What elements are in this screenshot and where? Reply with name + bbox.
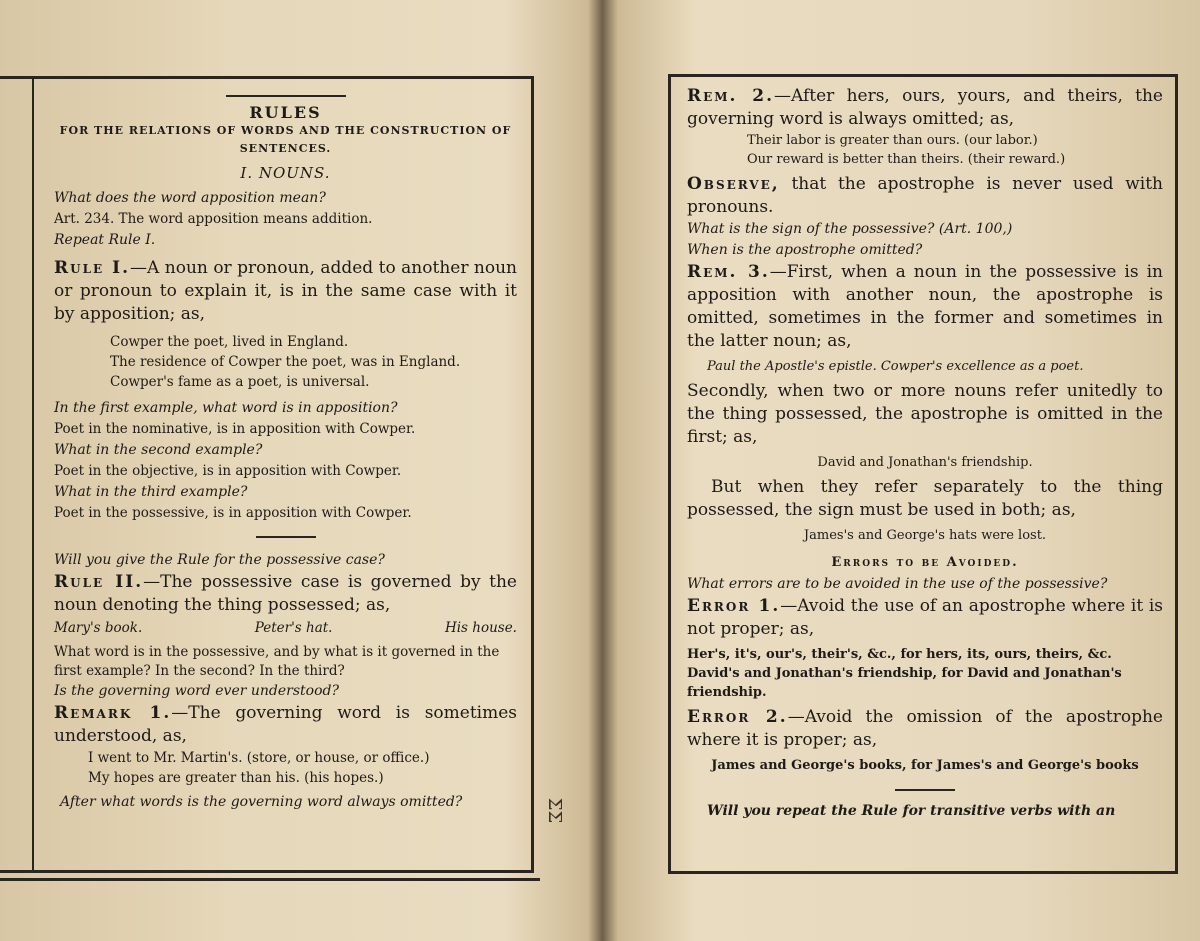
left-page [0, 76, 534, 873]
secondly-paragraph: Secondly, when two or more nouns refer unitedly to the thing possessed, the apostrophe is omitted in the first; as, [687, 381, 1163, 447]
example-item: His house. [444, 620, 517, 636]
question: What is the sign of the possessive? (Art. 100,) [687, 221, 1013, 237]
remark-3-heading: Rem. 3. [687, 262, 770, 282]
error-2-text: —Avoid the omission of the apostrophe where it is proper; as, [687, 707, 1163, 750]
remark-3-text: —First, when a noun in the possessive is in apposition with another noun, the apostrophe is omitted, sometimes in the former and sometimes in the latter noun; as, [687, 262, 1163, 351]
question: Is the governing word ever understood? [54, 683, 339, 699]
example-item: Mary's book. [54, 620, 143, 636]
question: When is the apostrophe omitted? [687, 242, 923, 258]
rule-1-heading: Rule I. [54, 258, 131, 278]
rule-2-text: —The possessive case is governed by the noun denoting the thing possessed; as, [54, 572, 517, 615]
remark-3 [687, 261, 1163, 353]
left-page-edge [0, 878, 540, 881]
qa-line: Poet in the objective, is in apposition with Cowper. [54, 463, 402, 479]
example-line: David and Jonathan's friendship. [817, 455, 1033, 470]
example-row [54, 617, 517, 639]
rule-1-text: —A noun or pronoun, added to another noun or pronoun to explain it, is in the same case with it by apposition; as, [54, 258, 517, 324]
example-line: Cowper the poet, lived in England. [110, 334, 349, 350]
observe-text: that the apostrophe is never used with pronouns. [687, 174, 1163, 217]
question: Will you give the Rule for the possessive case? [54, 552, 385, 568]
qa-line: What in the second example? [54, 442, 263, 458]
rule-2 [54, 571, 517, 617]
example-group [54, 332, 517, 392]
error-1 [687, 595, 1163, 641]
rule-2-heading: Rule II. [54, 572, 144, 592]
remark-2-text: —After hers, ours, yours, and theirs, the governing word is always omitted; as, [687, 86, 1163, 129]
example-line: My hopes are greater than his. (his hopes.) [88, 770, 384, 786]
example-line: Cowper's fame as a poet, is universal. [110, 374, 370, 390]
remark-2-heading: Rem. 2. [687, 86, 775, 106]
question: Will you repeat the Rule for transitive verbs with an [707, 803, 1116, 819]
question: After what words is the governing word always omitted? [60, 794, 463, 810]
section-heading: I. NOUNS. [240, 164, 331, 182]
question: What does the word apposition mean? [54, 190, 326, 206]
remark-1-text: —The governing word is sometimes understood, as, [54, 703, 518, 746]
but-paragraph: But when they refer separately to the thing possessed, the sign must be used in both; as, [687, 477, 1163, 520]
article-text: Art. 234. The word apposition means addition. [54, 211, 373, 227]
section-divider [256, 536, 316, 538]
remark-2 [687, 85, 1163, 131]
question: Repeat Rule I. [54, 232, 156, 248]
error-2-heading: Error 2. [687, 707, 788, 727]
qa-line: In the first example, what word is in apposition? [54, 400, 398, 416]
example-line: James and George's books, for James's and George's books [711, 758, 1139, 773]
example-line: Our reward is better than theirs. (their reward.) [747, 152, 1066, 167]
example-line: The residence of Cowper the poet, was in England. [110, 354, 461, 370]
example-line: Paul the Apostle's epistle. Cowper's excellence as a poet. [707, 359, 1084, 374]
error-1-heading: Error 1. [687, 596, 781, 616]
observe-heading: Observe, [687, 174, 780, 194]
page-title: RULES [249, 103, 322, 122]
qa-line: What in the third example? [54, 484, 248, 500]
left-page-body [32, 79, 531, 870]
errors-title: Errors to be Avoided. [831, 555, 1019, 570]
error-1-text: —Avoid the use of an apostrophe where it is not proper; as, [687, 596, 1164, 639]
page-subtitle: FOR THE RELATIONS OF WORDS AND THE CONSTRUCTION OF SENTENCES. [59, 124, 512, 155]
example-item: Peter's hat. [254, 620, 333, 636]
margin-annotation: ΣΣ [544, 797, 566, 824]
right-page [668, 74, 1178, 874]
rule-1 [54, 257, 517, 326]
top-divider [226, 95, 346, 97]
example-line: Their labor is greater than ours. (our labor.) [747, 133, 1038, 148]
remark-1 [54, 702, 517, 748]
qa-line: Poet in the nominative, is in apposition with Cowper. [54, 421, 416, 437]
question: What word is in the possessive, and by what is it governed in the first example? In the second? In the third? [54, 644, 500, 679]
remark-1-heading: Remark 1. [54, 703, 172, 723]
observe-note [687, 173, 1163, 219]
example-paragraph: Her's, it's, our's, their's, &c., for hers, its, ours, theirs, &c. David's and Jonathan's friendship, for David and Jonathan's friendship. [687, 647, 1122, 700]
qa-line: Poet in the possessive, is in apposition with Cowper. [54, 505, 412, 521]
error-2 [687, 706, 1163, 752]
example-line: James's and George's hats were lost. [803, 528, 1047, 543]
section-divider [895, 789, 955, 791]
question: What errors are to be avoided in the use of the possessive? [687, 576, 1108, 592]
example-line: I went to Mr. Martin's. (store, or house, or office.) [88, 750, 430, 766]
